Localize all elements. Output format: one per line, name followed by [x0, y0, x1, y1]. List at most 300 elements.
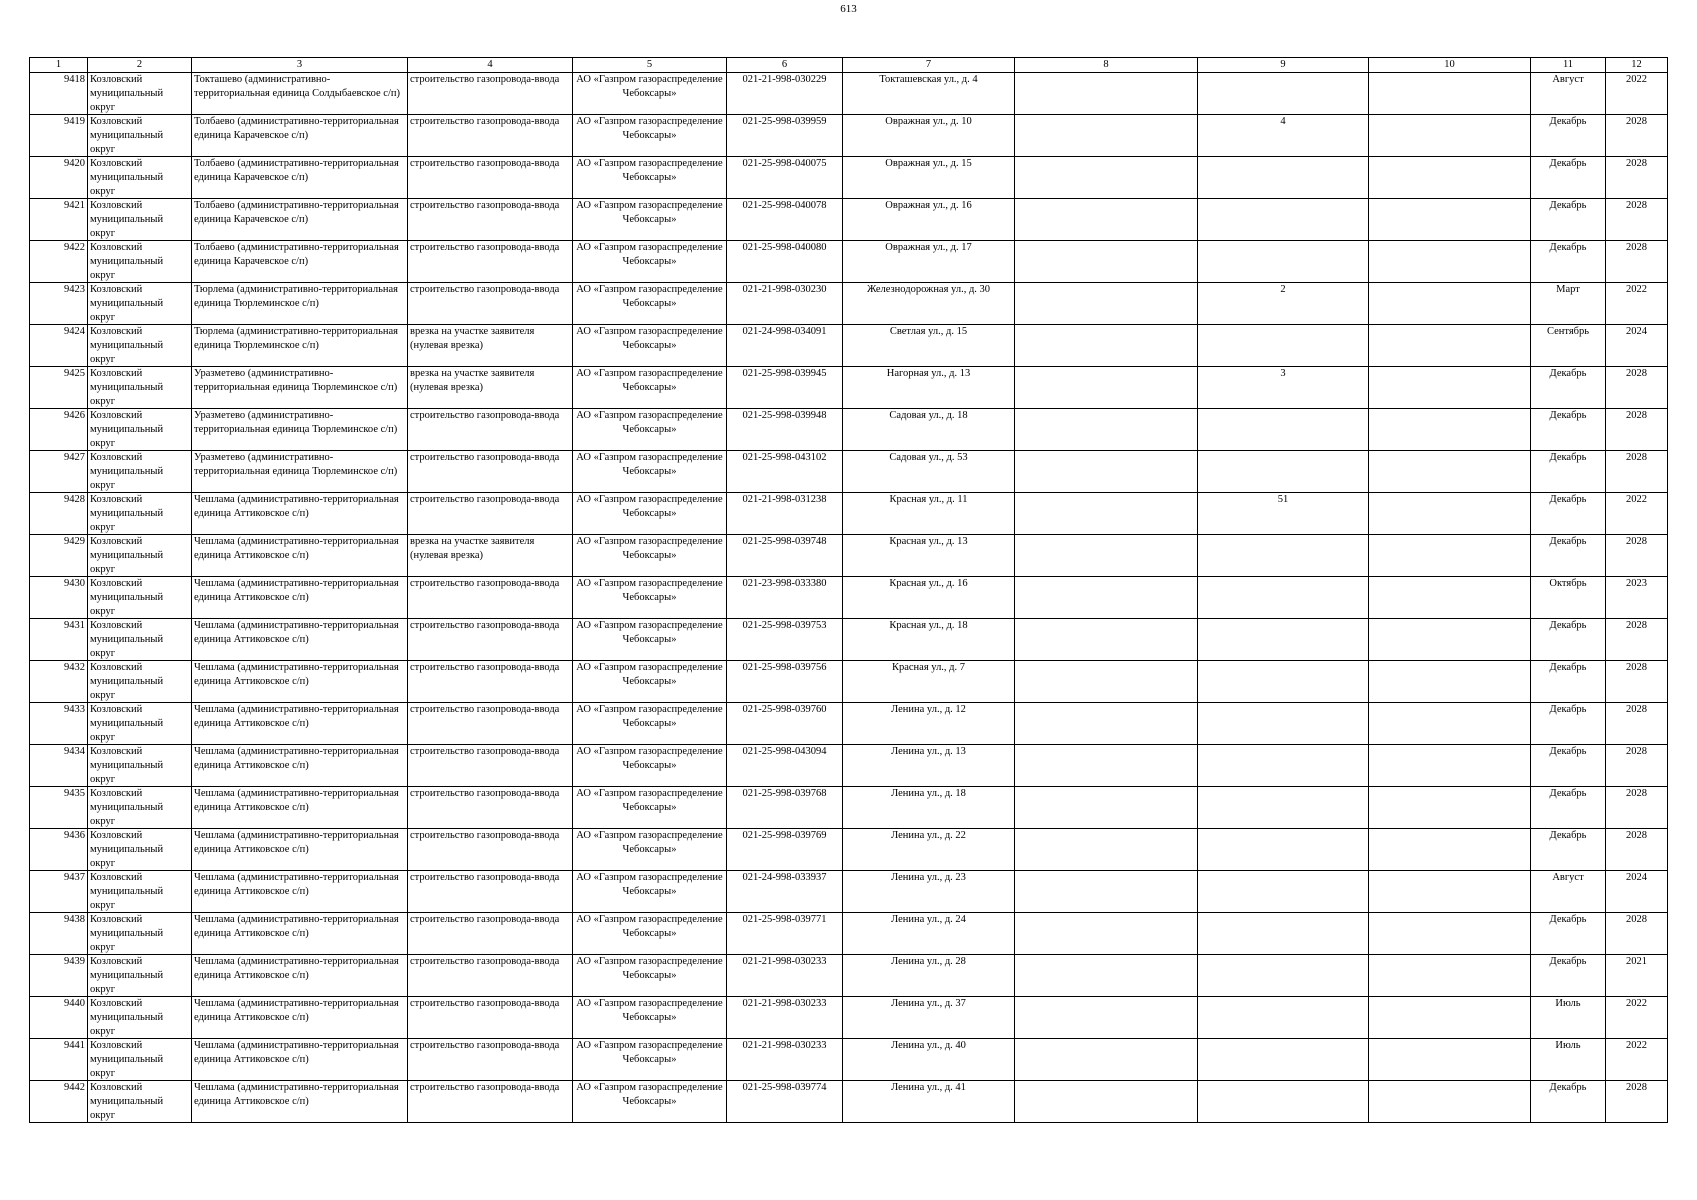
- cell-col-10: [1369, 829, 1531, 871]
- cell-text: 2: [1280, 284, 1286, 295]
- cell-month: [1531, 241, 1606, 283]
- cell-text: Токташевская ул., д. 4: [879, 74, 978, 85]
- cell-month: [1531, 73, 1606, 115]
- cell-year: [1606, 157, 1668, 199]
- cell-organization: [573, 997, 727, 1039]
- cell-object-code: [727, 913, 843, 955]
- column-header-7: 7: [843, 58, 1015, 73]
- cell-month: [1531, 955, 1606, 997]
- table-row: [30, 955, 1668, 997]
- cell-text: 2022: [1626, 284, 1647, 295]
- cell-month: [1531, 325, 1606, 367]
- cell-address: [843, 829, 1015, 871]
- cell-text: Ленина ул., д. 28: [891, 956, 966, 967]
- cell-text: Ленина ул., д. 41: [891, 1082, 966, 1093]
- cell-text: [1017, 661, 1195, 702]
- cell-text: Толбаево (административно-территориальная единица Карачевское с/п): [194, 200, 399, 225]
- cell-text: АО «Газпром газораспределение Чебоксары»: [576, 410, 723, 435]
- cell-object-code: [727, 115, 843, 157]
- cell-address: [843, 871, 1015, 913]
- cell-text: АО «Газпром газораспределение Чебоксары»: [576, 1040, 723, 1065]
- cell-text: врезка на участке заявителя (нулевая врезка): [410, 368, 535, 393]
- cell-text: [1017, 367, 1195, 408]
- cell-text: строительство газопровода-ввода: [410, 242, 560, 253]
- cell-work-type: [408, 661, 573, 703]
- cell-address: [843, 1081, 1015, 1123]
- cell-district: [88, 115, 192, 157]
- cell-text: [1371, 325, 1528, 366]
- cell-text: 021-21-998-030233: [742, 998, 827, 1009]
- cell-text: 2028: [1626, 1082, 1647, 1093]
- cell-address: [843, 1039, 1015, 1081]
- cell-work-type: [408, 409, 573, 451]
- cell-text: [1200, 157, 1366, 198]
- cell-text: АО «Газпром газораспределение Чебоксары»: [576, 746, 723, 771]
- cell-text: Декабрь: [1549, 620, 1587, 631]
- cell-col-9: [1198, 157, 1369, 199]
- cell-text: Чешлама (административно-территориальная единица Аттиковское с/п): [194, 872, 399, 897]
- table-row: [30, 829, 1668, 871]
- cell-text: [1371, 535, 1528, 576]
- cell-text: Козловский муниципальный округ: [90, 746, 164, 785]
- table-row: [30, 283, 1668, 325]
- table-row: [30, 115, 1668, 157]
- cell-text: АО «Газпром газораспределение Чебоксары»: [576, 536, 723, 561]
- cell-address: [843, 787, 1015, 829]
- cell-text: Овражная ул., д. 16: [885, 200, 972, 211]
- cell-text: 9436: [64, 830, 85, 841]
- cell-text: АО «Газпром газораспределение Чебоксары»: [576, 452, 723, 477]
- cell-text: [1371, 157, 1528, 198]
- cell-text: [1017, 409, 1195, 450]
- cell-settlement: [192, 661, 408, 703]
- cell-settlement: [192, 619, 408, 661]
- cell-record-number: [30, 661, 88, 703]
- cell-col-9: [1198, 241, 1369, 283]
- cell-address: [843, 913, 1015, 955]
- cell-text: Чешлама (административно-территориальная единица Аттиковское с/п): [194, 494, 399, 519]
- cell-text: 021-25-998-040075: [742, 158, 827, 169]
- cell-text: Август: [1552, 872, 1584, 883]
- cell-work-type: [408, 913, 573, 955]
- cell-col-8: [1015, 493, 1198, 535]
- table-row: [30, 367, 1668, 409]
- cell-text: врезка на участке заявителя (нулевая врезка): [410, 326, 535, 351]
- cell-record-number: [30, 367, 88, 409]
- cell-month: [1531, 199, 1606, 241]
- cell-col-8: [1015, 745, 1198, 787]
- cell-text: 9423: [64, 284, 85, 295]
- cell-text: строительство газопровода-ввода: [410, 578, 560, 589]
- cell-text: 2024: [1626, 326, 1647, 337]
- cell-text: 2024: [1626, 872, 1647, 883]
- cell-text: Овражная ул., д. 15: [885, 158, 972, 169]
- cell-text: [1371, 703, 1528, 744]
- cell-text: строительство газопровода-ввода: [410, 284, 560, 295]
- cell-text: [1017, 1039, 1195, 1080]
- cell-record-number: [30, 1081, 88, 1123]
- column-header-10: 10: [1369, 58, 1531, 73]
- cell-year: [1606, 703, 1668, 745]
- cell-text: АО «Газпром газораспределение Чебоксары»: [576, 368, 723, 393]
- cell-settlement: [192, 115, 408, 157]
- cell-text: Ленина ул., д. 40: [891, 1040, 966, 1051]
- cell-col-8: [1015, 829, 1198, 871]
- cell-text: Козловский муниципальный округ: [90, 872, 164, 911]
- cell-col-8: [1015, 1039, 1198, 1081]
- cell-col-9: [1198, 199, 1369, 241]
- cell-text: Козловский муниципальный округ: [90, 74, 164, 113]
- cell-text: АО «Газпром газораспределение Чебоксары»: [576, 956, 723, 981]
- cell-text: [1371, 745, 1528, 786]
- cell-record-number: [30, 871, 88, 913]
- cell-organization: [573, 493, 727, 535]
- cell-district: [88, 661, 192, 703]
- cell-district: [88, 745, 192, 787]
- cell-text: Козловский муниципальный округ: [90, 116, 164, 155]
- cell-text: [1017, 829, 1195, 870]
- cell-text: 9430: [64, 578, 85, 589]
- cell-col-8: [1015, 619, 1198, 661]
- cell-record-number: [30, 115, 88, 157]
- cell-col-10: [1369, 997, 1531, 1039]
- cell-object-code: [727, 451, 843, 493]
- cell-work-type: [408, 367, 573, 409]
- cell-organization: [573, 703, 727, 745]
- cell-month: [1531, 115, 1606, 157]
- cell-col-8: [1015, 955, 1198, 997]
- table-row: [30, 535, 1668, 577]
- cell-district: [88, 1081, 192, 1123]
- cell-text: Ленина ул., д. 23: [891, 872, 966, 883]
- cell-object-code: [727, 535, 843, 577]
- cell-work-type: [408, 73, 573, 115]
- cell-text: Декабрь: [1549, 1082, 1587, 1093]
- cell-text: 021-21-998-030233: [742, 956, 827, 967]
- cell-text: 2022: [1626, 494, 1647, 505]
- cell-col-9: [1198, 1081, 1369, 1123]
- cell-text: 2028: [1626, 410, 1647, 421]
- cell-text: [1200, 199, 1366, 240]
- cell-col-8: [1015, 283, 1198, 325]
- cell-organization: [573, 871, 727, 913]
- cell-col-9: [1198, 661, 1369, 703]
- cell-address: [843, 325, 1015, 367]
- cell-work-type: [408, 745, 573, 787]
- gasification-registry-table: [29, 57, 1668, 1123]
- cell-col-8: [1015, 871, 1198, 913]
- column-header-3: 3: [192, 58, 408, 73]
- cell-work-type: [408, 619, 573, 661]
- cell-organization: [573, 1081, 727, 1123]
- cell-text: 9429: [64, 536, 85, 547]
- cell-month: [1531, 787, 1606, 829]
- cell-object-code: [727, 199, 843, 241]
- cell-organization: [573, 115, 727, 157]
- cell-col-9: [1198, 955, 1369, 997]
- cell-text: 021-25-998-039948: [742, 410, 827, 421]
- cell-work-type: [408, 451, 573, 493]
- cell-col-10: [1369, 409, 1531, 451]
- cell-text: Козловский муниципальный округ: [90, 284, 164, 323]
- cell-text: [1017, 871, 1195, 912]
- cell-record-number: [30, 745, 88, 787]
- cell-col-9: [1198, 325, 1369, 367]
- cell-text: Козловский муниципальный округ: [90, 368, 164, 407]
- cell-text: Козловский муниципальный округ: [90, 536, 164, 575]
- cell-text: Ленина ул., д. 12: [891, 704, 966, 715]
- cell-text: Козловский муниципальный округ: [90, 578, 164, 617]
- cell-text: 9419: [64, 116, 85, 127]
- cell-text: Июль: [1555, 1040, 1581, 1051]
- cell-text: Чешлама (административно-территориальная единица Аттиковское с/п): [194, 956, 399, 981]
- cell-text: [1017, 115, 1195, 156]
- cell-col-8: [1015, 661, 1198, 703]
- cell-text: Козловский муниципальный округ: [90, 158, 164, 197]
- cell-col-9: [1198, 745, 1369, 787]
- cell-year: [1606, 535, 1668, 577]
- cell-district: [88, 871, 192, 913]
- column-number-row: [30, 58, 1668, 73]
- cell-text: Чешлама (административно-территориальная единица Аттиковское с/п): [194, 536, 399, 561]
- column-header-6: 6: [727, 58, 843, 73]
- cell-text: [1200, 829, 1366, 870]
- cell-settlement: [192, 745, 408, 787]
- cell-settlement: [192, 73, 408, 115]
- cell-text: Чешлама (административно-территориальная единица Аттиковское с/п): [194, 998, 399, 1023]
- cell-text: [1200, 661, 1366, 702]
- cell-record-number: [30, 829, 88, 871]
- column-header-9: 9: [1198, 58, 1369, 73]
- cell-organization: [573, 283, 727, 325]
- cell-settlement: [192, 1039, 408, 1081]
- cell-text: [1200, 1039, 1366, 1080]
- cell-organization: [573, 619, 727, 661]
- table-row: [30, 871, 1668, 913]
- cell-col-10: [1369, 619, 1531, 661]
- cell-text: Красная ул., д. 13: [889, 536, 968, 547]
- cell-text: 9424: [64, 326, 85, 337]
- cell-record-number: [30, 535, 88, 577]
- cell-text: [1371, 913, 1528, 954]
- cell-work-type: [408, 787, 573, 829]
- cell-col-10: [1369, 871, 1531, 913]
- cell-month: [1531, 745, 1606, 787]
- cell-organization: [573, 745, 727, 787]
- cell-text: 2028: [1626, 158, 1647, 169]
- cell-object-code: [727, 871, 843, 913]
- cell-record-number: [30, 1039, 88, 1081]
- cell-object-code: [727, 157, 843, 199]
- cell-text: Козловский муниципальный округ: [90, 1040, 164, 1079]
- cell-object-code: [727, 661, 843, 703]
- cell-text: строительство газопровода-ввода: [410, 410, 560, 421]
- cell-text: 2022: [1626, 998, 1647, 1009]
- cell-text: Красная ул., д. 11: [889, 494, 968, 505]
- cell-address: [843, 283, 1015, 325]
- cell-text: [1371, 241, 1528, 282]
- cell-col-10: [1369, 493, 1531, 535]
- cell-col-9: [1198, 451, 1369, 493]
- cell-year: [1606, 661, 1668, 703]
- cell-text: Козловский муниципальный округ: [90, 956, 164, 995]
- cell-record-number: [30, 157, 88, 199]
- cell-text: строительство газопровода-ввода: [410, 494, 560, 505]
- cell-col-8: [1015, 325, 1198, 367]
- cell-text: 9437: [64, 872, 85, 883]
- cell-text: [1371, 451, 1528, 492]
- table-row: [30, 1081, 1668, 1123]
- cell-text: Декабрь: [1549, 662, 1587, 673]
- cell-col-10: [1369, 745, 1531, 787]
- column-header-11: 11: [1531, 58, 1606, 73]
- cell-text: Козловский муниципальный округ: [90, 242, 164, 281]
- cell-text: [1017, 199, 1195, 240]
- cell-settlement: [192, 493, 408, 535]
- cell-text: 9442: [64, 1082, 85, 1093]
- cell-month: [1531, 451, 1606, 493]
- cell-object-code: [727, 283, 843, 325]
- cell-col-9: [1198, 535, 1369, 577]
- cell-text: Декабрь: [1549, 452, 1587, 463]
- cell-district: [88, 535, 192, 577]
- cell-text: строительство газопровода-ввода: [410, 1040, 560, 1051]
- cell-text: Козловский муниципальный округ: [90, 998, 164, 1037]
- cell-year: [1606, 325, 1668, 367]
- cell-organization: [573, 577, 727, 619]
- cell-col-10: [1369, 283, 1531, 325]
- cell-text: 2028: [1626, 200, 1647, 211]
- cell-text: АО «Газпром газораспределение Чебоксары»: [576, 578, 723, 603]
- cell-text: [1200, 451, 1366, 492]
- cell-col-9: [1198, 787, 1369, 829]
- cell-text: Декабрь: [1549, 200, 1587, 211]
- cell-text: АО «Газпром газораспределение Чебоксары»: [576, 830, 723, 855]
- cell-text: [1200, 787, 1366, 828]
- cell-text: Декабрь: [1549, 158, 1587, 169]
- cell-col-8: [1015, 115, 1198, 157]
- cell-district: [88, 913, 192, 955]
- cell-text: строительство газопровода-ввода: [410, 116, 560, 127]
- cell-settlement: [192, 241, 408, 283]
- cell-month: [1531, 829, 1606, 871]
- cell-text: [1017, 997, 1195, 1038]
- cell-text: Чешлама (административно-территориальная единица Аттиковское с/п): [194, 830, 399, 855]
- cell-work-type: [408, 283, 573, 325]
- cell-district: [88, 577, 192, 619]
- cell-text: строительство газопровода-ввода: [410, 452, 560, 463]
- table-row: [30, 157, 1668, 199]
- table-row: [30, 661, 1668, 703]
- cell-text: Козловский муниципальный округ: [90, 200, 164, 239]
- cell-text: строительство газопровода-ввода: [410, 788, 560, 799]
- cell-text: 2021: [1626, 956, 1647, 967]
- cell-text: 2028: [1626, 830, 1647, 841]
- cell-text: Козловский муниципальный округ: [90, 788, 164, 827]
- cell-text: Сентябрь: [1546, 326, 1590, 337]
- cell-text: 2028: [1626, 368, 1647, 379]
- cell-text: Красная ул., д. 18: [889, 620, 968, 631]
- cell-col-10: [1369, 1039, 1531, 1081]
- cell-month: [1531, 1081, 1606, 1123]
- cell-col-8: [1015, 787, 1198, 829]
- cell-address: [843, 661, 1015, 703]
- cell-text: [1371, 409, 1528, 450]
- cell-text: Уразметево (административно-территориальная единица Тюрлеминское с/п): [194, 452, 398, 477]
- cell-organization: [573, 535, 727, 577]
- cell-organization: [573, 73, 727, 115]
- cell-settlement: [192, 787, 408, 829]
- cell-record-number: [30, 577, 88, 619]
- cell-text: Тюрлема (административно-территориальная единица Тюрлеминское с/п): [194, 284, 398, 309]
- cell-text: 021-25-998-039768: [742, 788, 827, 799]
- cell-district: [88, 367, 192, 409]
- cell-text: строительство газопровода-ввода: [410, 956, 560, 967]
- cell-text: 3: [1280, 368, 1286, 379]
- cell-object-code: [727, 787, 843, 829]
- cell-work-type: [408, 997, 573, 1039]
- cell-district: [88, 409, 192, 451]
- cell-text: Овражная ул., д. 17: [885, 242, 972, 253]
- cell-address: [843, 577, 1015, 619]
- cell-text: Тюрлема (административно-территориальная единица Тюрлеминское с/п): [194, 326, 398, 351]
- cell-text: 9428: [64, 494, 85, 505]
- table-body: [30, 73, 1668, 1123]
- cell-work-type: [408, 199, 573, 241]
- table-row: [30, 73, 1668, 115]
- cell-text: Козловский муниципальный округ: [90, 326, 164, 365]
- cell-text: Толбаево (административно-территориальная единица Карачевское с/п): [194, 116, 399, 141]
- cell-text: Чешлама (административно-территориальная единица Аттиковское с/п): [194, 578, 399, 603]
- cell-work-type: [408, 1081, 573, 1123]
- cell-text: Козловский муниципальный округ: [90, 410, 164, 449]
- cell-month: [1531, 367, 1606, 409]
- cell-record-number: [30, 703, 88, 745]
- cell-text: строительство газопровода-ввода: [410, 830, 560, 841]
- cell-col-10: [1369, 913, 1531, 955]
- cell-address: [843, 997, 1015, 1039]
- cell-text: строительство газопровода-ввода: [410, 74, 560, 85]
- table-row: [30, 619, 1668, 661]
- cell-text: 2023: [1626, 578, 1647, 589]
- table-row: [30, 493, 1668, 535]
- cell-col-10: [1369, 577, 1531, 619]
- cell-text: Красная ул., д. 7: [891, 662, 966, 673]
- cell-text: Садовая ул., д. 53: [889, 452, 968, 463]
- cell-text: строительство газопровода-ввода: [410, 746, 560, 757]
- cell-text: Декабрь: [1549, 746, 1587, 757]
- cell-text: Ленина ул., д. 37: [891, 998, 966, 1009]
- column-header-8: 8: [1015, 58, 1198, 73]
- cell-text: АО «Газпром газораспределение Чебоксары»: [576, 662, 723, 687]
- cell-text: [1017, 73, 1195, 114]
- cell-text: Декабрь: [1549, 368, 1587, 379]
- cell-address: [843, 535, 1015, 577]
- table-row: [30, 1039, 1668, 1081]
- cell-month: [1531, 409, 1606, 451]
- cell-work-type: [408, 871, 573, 913]
- cell-settlement: [192, 955, 408, 997]
- cell-col-9: [1198, 619, 1369, 661]
- cell-text: [1017, 451, 1195, 492]
- table-row: [30, 745, 1668, 787]
- cell-text: Чешлама (административно-территориальная единица Аттиковское с/п): [194, 662, 399, 687]
- cell-text: Чешлама (административно-территориальная единица Аттиковское с/п): [194, 788, 399, 813]
- cell-text: 021-23-998-033380: [742, 578, 827, 589]
- cell-work-type: [408, 535, 573, 577]
- cell-object-code: [727, 367, 843, 409]
- cell-settlement: [192, 409, 408, 451]
